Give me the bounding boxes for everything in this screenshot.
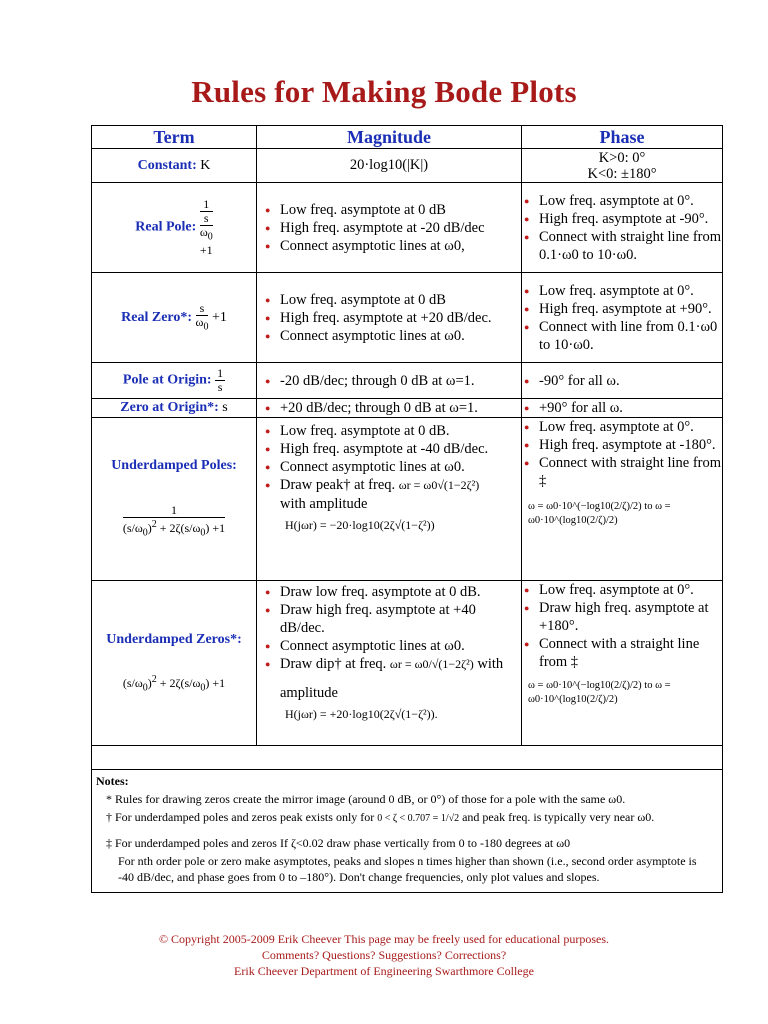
peak-label: Draw peak† at freq.: [280, 477, 396, 493]
list-item: ● High freq. asymptote at -180°.: [524, 436, 722, 454]
empty-row-cell: [92, 746, 723, 770]
list-item: ● Draw high freq. asymptote at +180°.: [524, 599, 722, 635]
phase-line: K>0: 0°: [598, 149, 646, 166]
page-title: Rules for Making Bode Plots: [191, 74, 577, 109]
phase-underdamped-poles: [522, 418, 723, 581]
term-label: Pole at Origin:: [122, 372, 212, 388]
list-item: ● Connect with straight line from ‡: [524, 454, 722, 490]
phase-constant: [522, 149, 723, 183]
list-item: ● Low freq. asymptote at 0 dB: [265, 201, 521, 219]
magnitude-underdamped-poles: [257, 418, 522, 581]
list-item: ● -90° for all ω.: [524, 372, 722, 390]
list-item: ● Low freq. asymptote at 0°.: [524, 581, 722, 599]
term-real-zero: Real Zero*: $\frac{s}{\omega_0}$ +1: [92, 273, 257, 363]
magnitude-real-zero: [257, 273, 522, 363]
phase-real-zero: [522, 273, 723, 363]
term-label: Underdamped Zeros*:: [106, 632, 242, 648]
notes-cell: [92, 770, 723, 893]
list-item: ● Connect with a straight line from ‡: [524, 635, 722, 671]
list-item: ● Connect asymptotic lines at ω0.: [265, 458, 521, 476]
list-item: ● Connect asymptotic lines at ω0,: [265, 237, 521, 255]
term-symbol: s: [222, 400, 228, 415]
header-term: Term: [92, 126, 257, 149]
list-item: ● Connect asymptotic lines at ω0.: [265, 327, 521, 345]
phase-real-pole: [522, 183, 723, 273]
term-label: Zero at Origin*:: [120, 400, 219, 415]
list-item: ● Connect with line from 0.1·ω0 to 10·ω0.: [524, 318, 722, 354]
dip-label: Draw dip† at freq.: [280, 656, 387, 672]
list-item: ● Low freq. asymptote at 0 dB.: [265, 422, 521, 440]
term-underdamped-poles: Underdamped Poles: $\frac{1}{(s/\omega_0)^2 + 2\zeta(s/\omega_0) +1}$: [92, 418, 257, 581]
footer-comments: Comments? Questions? Suggestions? Corrections?: [261, 948, 507, 962]
header-magnitude: Magnitude: [257, 126, 522, 149]
phase-pole-origin: [522, 363, 723, 399]
note-4: For nth order pole or zero make asymptotes, peaks and slopes n times higher than shown (i.e., second order asymptote is -40 dB/dec, and phase goes from 0 to –180°). Don't change frequencies, only plot values and slopes.: [118, 854, 697, 884]
list-item: ● High freq. asymptote at +20 dB/dec.: [265, 309, 521, 327]
list-item: ● Draw high freq. asymptote at +40 dB/dec.: [265, 601, 521, 637]
note-3: ‡ For underdamped poles and zeros If ζ<0.02 draw phase vertically from 0 to -180 degrees at ω0: [106, 836, 571, 850]
table-row: [92, 418, 723, 581]
magnitude-zero-origin: [257, 399, 522, 418]
footer-author: Erik Cheever Department of Engineering Swarthmore College: [234, 964, 534, 978]
note-1: * Rules for drawing zeros create the mirror image (around 0 dB, or 0°) of those for a pole with the same ω0.: [106, 792, 626, 806]
header-phase: Phase: [522, 126, 723, 149]
table-row: [92, 363, 723, 399]
list-item: ● Low freq. asymptote at 0°.: [524, 192, 722, 210]
term-label: Underdamped Poles:: [111, 458, 237, 474]
list-item: ● Connect asymptotic lines at ω0.: [265, 637, 521, 655]
footer: [0, 931, 768, 979]
term-constant: [92, 149, 257, 183]
list-item: [265, 655, 521, 673]
peak-formula: ωr = ω0√(1−2ζ²): [398, 478, 480, 492]
table-row: [92, 399, 723, 418]
list-item: ● High freq. asymptote at +90°.: [524, 300, 722, 318]
dip-formula: ωr = ω0/√(1−2ζ²): [389, 657, 474, 671]
phase-underdamped-zeros: [522, 581, 723, 746]
magnitude-pole-origin: [257, 363, 522, 399]
list-item: ● Low freq. asymptote at 0°.: [524, 282, 722, 300]
phase-formula: ω = ω0·10^(−log10(2/ζ)/2) to ω = ω0·10^(log10(2/ζ)/2): [528, 501, 671, 526]
phase-formula: ω = ω0·10^(−log10(2/ζ)/2) to ω = ω0·10^(log10(2/ζ)/2): [528, 680, 671, 705]
term-underdamped-zeros: Underdamped Zeros*: $(s/\omega_0)^2 + 2\zeta(s/\omega_0) +1$: [92, 581, 257, 746]
note-2-text: † For underdamped poles and zeros peak exists only for: [106, 810, 375, 824]
phase-line: K<0: ±180°: [587, 165, 657, 182]
list-item: ● High freq. asymptote at -40 dB/dec.: [265, 440, 521, 458]
table-row: [92, 149, 723, 183]
magnitude-underdamped-zeros: [257, 581, 522, 746]
term-zero-origin: [92, 399, 257, 418]
table-row: [92, 183, 723, 273]
footer-copyright: © Copyright 2005-2009 Erik Cheever This page may be freely used for educational purposes.: [158, 932, 610, 946]
table-row: [92, 273, 723, 363]
list-item: ● High freq. asymptote at -20 dB/dec: [265, 219, 521, 237]
with-label: with: [477, 656, 504, 672]
list-item: ● Low freq. asymptote at 0°.: [524, 418, 722, 436]
term-label: Constant:: [137, 157, 197, 173]
table-row: [92, 581, 723, 746]
term-real-pole: [92, 183, 257, 273]
amplitude-label: amplitude: [280, 685, 338, 701]
list-item: ● Low freq. asymptote at 0 dB: [265, 291, 521, 309]
notes-row: [92, 770, 723, 893]
term-pole-origin: Pole at Origin: $\frac{1}{s}$: [92, 363, 257, 399]
list-item: ● Connect with straight line from 0.1·ω0 to 10·ω0.: [524, 228, 722, 264]
list-item: ● Draw low freq. asymptote at 0 dB.: [265, 583, 521, 601]
term-label: Real Zero*:: [121, 309, 193, 325]
amplitude-formula: H(jωr) = +20·log10(2ζ√(1−ζ²)).: [285, 707, 438, 721]
note-2-condition: 0 < ζ < 0.707 = 1/√2: [377, 813, 460, 824]
real-pole-fraction: 1 s $\omega_0$ +1: [199, 197, 213, 257]
list-item: ● +20 dB/dec; through 0 dB at ω=1.: [265, 399, 521, 417]
list-item: ● -20 dB/dec; through 0 dB at ω=1.: [265, 372, 521, 390]
phase-zero-origin: [522, 399, 723, 418]
list-item: ● High freq. asymptote at -90°.: [524, 210, 722, 228]
list-item: ● +90° for all ω.: [524, 399, 722, 417]
table-header-row: [92, 126, 723, 149]
note-2-text-end: and peak freq. is typically very near ω0.: [462, 810, 655, 824]
notes-title: Notes:: [96, 774, 129, 788]
bode-rules-table: [91, 125, 723, 893]
magnitude-real-pole: [257, 183, 522, 273]
table-row: [92, 746, 723, 770]
term-symbol: K: [200, 157, 211, 173]
amplitude-formula: H(jωr) = −20·log10(2ζ√(1−ζ²)): [285, 518, 435, 532]
magnitude-constant: 20·log10(|K|): [257, 149, 522, 183]
term-label: Real Pole:: [135, 219, 197, 235]
note-2: [96, 809, 718, 827]
amplitude-label: with amplitude: [280, 496, 368, 512]
list-item: [265, 476, 521, 494]
